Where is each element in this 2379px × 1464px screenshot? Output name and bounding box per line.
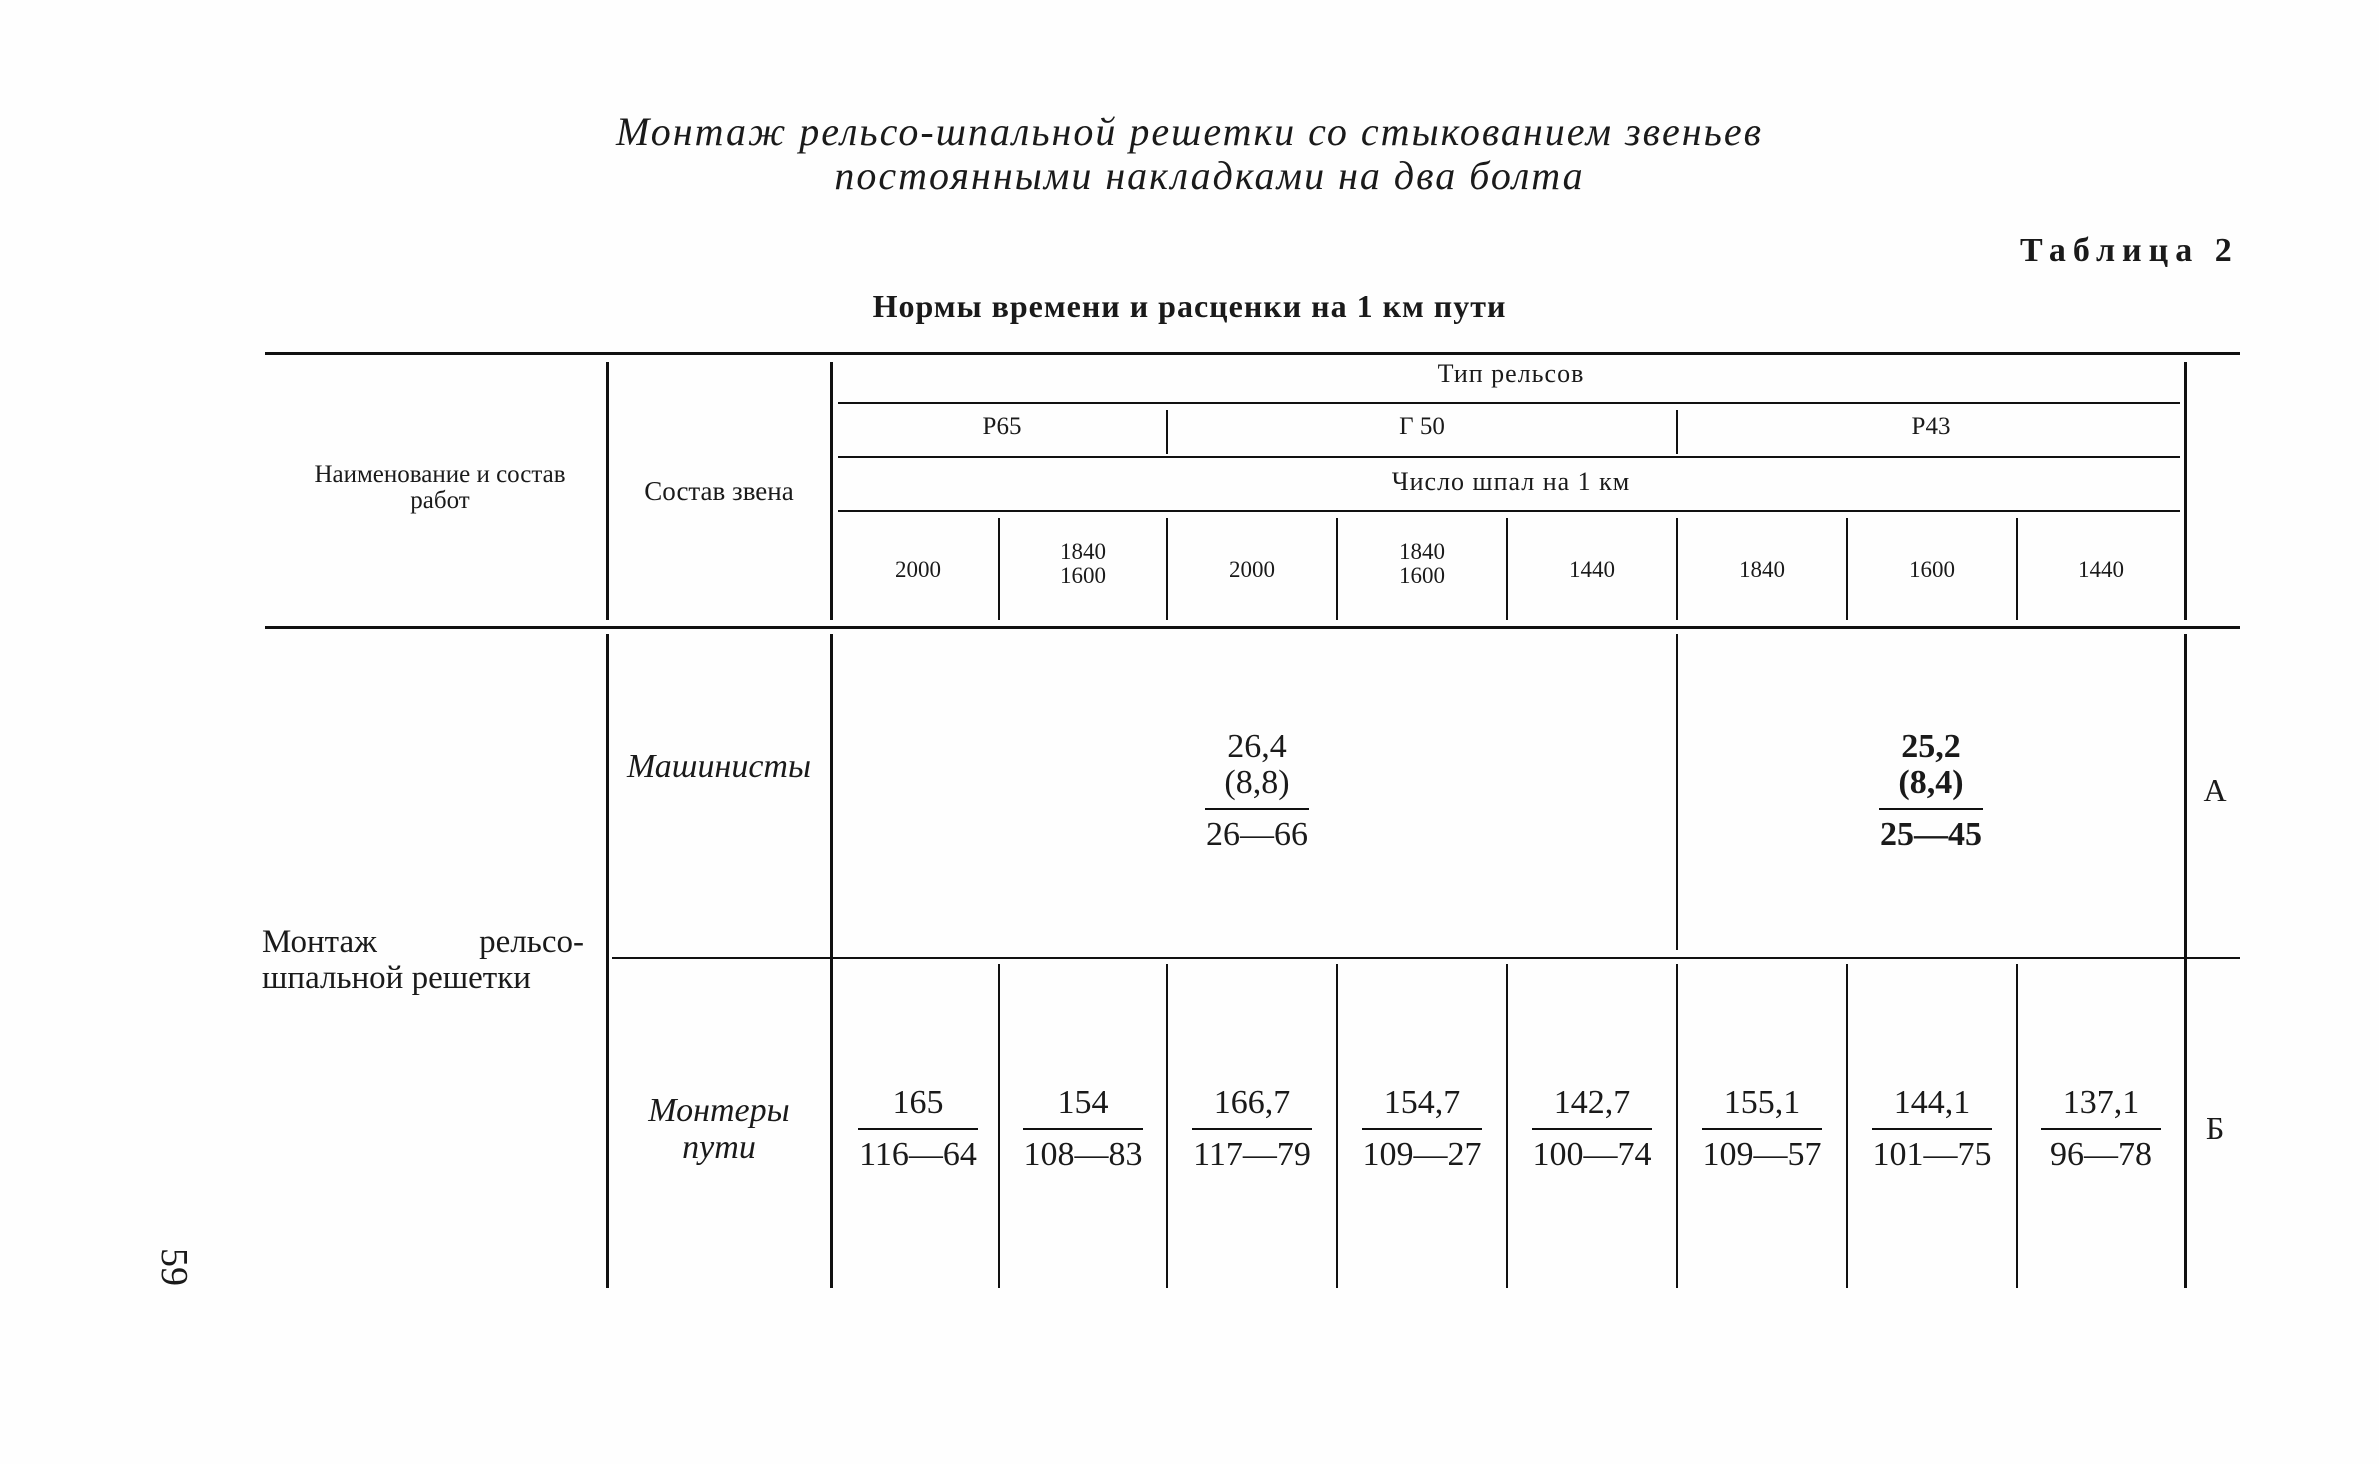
price: 96—78 bbox=[2050, 1136, 2152, 1173]
norm-time: 137,1 bbox=[2062, 1084, 2140, 1121]
price: 26—66 bbox=[1206, 816, 1308, 853]
rule-under-rail-names bbox=[838, 456, 2180, 458]
v-right-body bbox=[2184, 634, 2187, 1288]
rail-type-p65: Р65 bbox=[982, 413, 1022, 440]
sleeper-count-cell: 2000 bbox=[1229, 557, 1275, 582]
header-bottom-rule bbox=[265, 626, 2240, 629]
v-row2-1 bbox=[998, 964, 1000, 1288]
v-row2-7 bbox=[2016, 964, 2018, 1288]
top-rule bbox=[265, 352, 2240, 355]
fraction-bar bbox=[858, 1128, 978, 1130]
price: 101—75 bbox=[1872, 1136, 1992, 1173]
price: 109—57 bbox=[1702, 1136, 1822, 1173]
rail-type-header: Тип рельсов bbox=[1437, 359, 1585, 388]
norm-time: 144,1 bbox=[1893, 1084, 1971, 1121]
team-track-workers: Монтеры пути bbox=[648, 1092, 790, 1167]
heading-line-2: постоянными накладками на два болта bbox=[834, 153, 1585, 198]
norm-time-paren: (8,8) bbox=[1224, 764, 1290, 801]
v-team-data-body bbox=[830, 634, 833, 1288]
col-name-header: Наименование и состав работ bbox=[314, 461, 566, 515]
col-team-header: Состав звена bbox=[644, 476, 794, 506]
sleeper-count-cell: 1840 1600 bbox=[1060, 539, 1106, 589]
price: 108—83 bbox=[1023, 1136, 1143, 1173]
fraction-bar bbox=[1205, 808, 1309, 810]
fraction-bar bbox=[1362, 1128, 1482, 1130]
v-row2-4 bbox=[1506, 964, 1508, 1288]
norm-time: 154,7 bbox=[1383, 1084, 1461, 1121]
v-row2-5 bbox=[1676, 964, 1678, 1288]
norm-time-paren: (8,4) bbox=[1898, 764, 1964, 801]
heading-line-1: Монтаж рельсо-шпальной решетки со стыкованием звеньев bbox=[616, 109, 1763, 154]
norm-time: 155,1 bbox=[1723, 1084, 1801, 1121]
fraction-bar bbox=[1879, 808, 1983, 810]
fraction-bar bbox=[1192, 1128, 1312, 1130]
sleeper-count-cell: 1600 bbox=[1909, 557, 1955, 582]
norm-time: 25,2 bbox=[1901, 728, 1961, 765]
fraction-bar bbox=[1532, 1128, 1652, 1130]
norm-time: 166,7 bbox=[1213, 1084, 1291, 1121]
v-row2-6 bbox=[1846, 964, 1848, 1288]
fraction-bar bbox=[1023, 1128, 1143, 1130]
v-name-team-hdr bbox=[606, 362, 609, 620]
sleeper-count-cell: 1840 bbox=[1739, 557, 1785, 582]
table-label: Таблица 2 bbox=[2020, 232, 2239, 269]
sleeper-count-cell: 1440 bbox=[2078, 557, 2124, 582]
rail-type-g50: Г 50 bbox=[1399, 413, 1445, 440]
price: 25—45 bbox=[1880, 816, 1982, 853]
row-letter-b: Б bbox=[2205, 1110, 2225, 1146]
sleeper-count-cell: 1840 1600 bbox=[1399, 539, 1445, 589]
rule-under-rail-type bbox=[838, 402, 2180, 404]
v-row1-split bbox=[1676, 634, 1678, 950]
table-subtitle: Нормы времени и расценки на 1 км пути bbox=[872, 288, 1507, 324]
row-divider bbox=[612, 957, 2240, 959]
work-name: Монтаж рельсо-шпальной решетки bbox=[262, 924, 584, 997]
price: 100—74 bbox=[1532, 1136, 1652, 1173]
team-machinists: Машинисты bbox=[626, 748, 812, 785]
sleeper-count-cell: 1440 bbox=[1569, 557, 1615, 582]
rule-under-sleeper-header bbox=[838, 510, 2180, 512]
price: 117—79 bbox=[1193, 1136, 1311, 1173]
v-row2-2 bbox=[1166, 964, 1168, 1288]
v-name-team-body bbox=[606, 634, 609, 1288]
v-team-data-hdr bbox=[830, 362, 833, 620]
rail-type-p43: Р43 bbox=[1911, 413, 1951, 440]
norm-time: 154 bbox=[1057, 1084, 1109, 1121]
row-letter-a: А bbox=[2203, 772, 2227, 808]
fraction-bar bbox=[1702, 1128, 1822, 1130]
norm-time: 26,4 bbox=[1227, 728, 1287, 765]
fraction-bar bbox=[2041, 1128, 2161, 1130]
v-right-hdr bbox=[2184, 362, 2187, 620]
page-number: 59 bbox=[153, 1248, 195, 1286]
price: 116—64 bbox=[859, 1136, 977, 1173]
norm-time: 165 bbox=[892, 1084, 944, 1121]
price: 109—27 bbox=[1362, 1136, 1482, 1173]
fraction-bar bbox=[1872, 1128, 1992, 1130]
v-row2-3 bbox=[1336, 964, 1338, 1288]
norm-time: 142,7 bbox=[1553, 1084, 1631, 1121]
sleeper-count-header: Число шпал на 1 км bbox=[1391, 467, 1631, 496]
sleeper-count-cell: 2000 bbox=[895, 557, 941, 582]
